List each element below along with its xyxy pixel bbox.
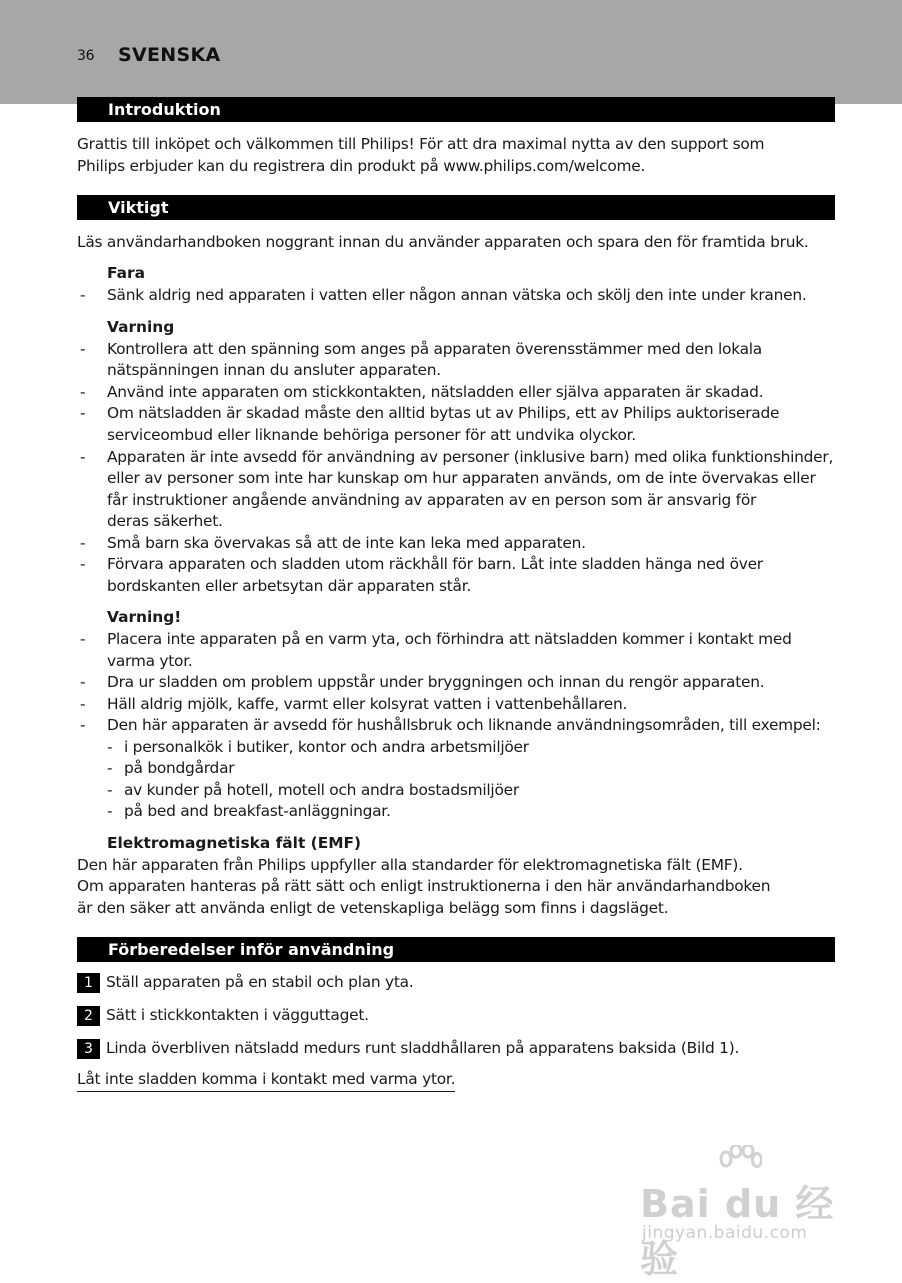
dash: - (107, 781, 113, 799)
warning-line: Kontrollera att den spänning som anges på apparaten överensstämmer med den lokala (107, 340, 762, 358)
intro-line: Philips erbjuder kan du registrera din produkt på www.philips.com/welcome. (77, 157, 646, 175)
caution-line: Den här apparaten är avsedd för hushållsbruk och liknande användningsområden, till exempel: (107, 716, 821, 734)
dash: - (80, 534, 86, 552)
step-number-badge: 1 (77, 973, 100, 993)
caution-line: Dra ur sladden om problem uppstår under bryggningen och innan du rengör apparaten. (107, 673, 765, 691)
dash: - (80, 448, 86, 466)
watermark-url: jingyan.baidu.com (642, 1223, 808, 1243)
dash: - (80, 340, 86, 358)
warning-line: får instruktioner angående användning av apparaten av en person som är ansvarig för (107, 491, 757, 509)
watermark (640, 1145, 860, 1281)
dash: - (80, 695, 86, 713)
page-number: 36 (77, 48, 95, 64)
warning-line: Om nätsladden är skadad måste den alltid bytas ut av Philips, ett av Philips auktoriserade (107, 404, 780, 422)
caution-subitem: i personalkök i butiker, kontor och andra arbetsmiljöer (124, 738, 529, 756)
caution-subitem: av kunder på hotell, motell och andra bostadsmiljöer (124, 781, 519, 799)
danger-heading: Fara (107, 264, 145, 282)
dash: - (80, 716, 86, 734)
cord-warning-note: Låt inte sladden komma i kontakt med varma ytor. (77, 1069, 455, 1092)
dash: - (107, 802, 113, 820)
dash: - (80, 383, 86, 401)
step-number-badge: 2 (77, 1006, 100, 1026)
watermark-logo-text: Bai du 经验 (640, 1182, 835, 1281)
warning-line: Små barn ska övervakas så att de inte kan leka med apparaten. (107, 534, 586, 552)
dash: - (80, 404, 86, 422)
danger-item: Sänk aldrig ned apparaten i vatten eller någon annan vätska och skölj den inte under kranen. (107, 286, 807, 304)
caution-heading: Varning! (107, 608, 182, 626)
warning-line: deras säkerhet. (107, 512, 223, 530)
important-lead: Läs användarhandboken noggrant innan du använder apparaten och spara den för framtida bruk. (77, 233, 809, 251)
emf-line: är den säker att använda enligt de vetenskapliga belägg som finns i dagsläget. (77, 899, 669, 917)
step-text: Linda överbliven nätsladd medurs runt sladdhållaren på apparatens baksida (Bild 1). (106, 1039, 740, 1057)
dash: - (80, 630, 86, 648)
warning-heading: Varning (107, 318, 175, 336)
section-bar-important (77, 195, 835, 220)
caution-line: Placera inte apparaten på en varm yta, och förhindra att nätsladden kommer i kontakt med (107, 630, 792, 648)
section-title-intro: Introduktion (108, 100, 221, 119)
dash: - (80, 555, 86, 573)
language-title: SVENSKA (118, 44, 221, 66)
emf-heading: Elektromagnetiska fält (EMF) (107, 834, 362, 852)
caution-subitem: på bondgårdar (124, 759, 235, 777)
caution-line: Häll aldrig mjölk, kaffe, varmt eller kolsyrat vatten i vattenbehållaren. (107, 695, 628, 713)
warning-line: bordskanten eller arbetsytan där apparaten står. (107, 577, 472, 595)
caution-line: varma ytor. (107, 652, 193, 670)
section-bar-intro (77, 97, 835, 122)
section-title-important: Viktigt (108, 198, 169, 217)
dash: - (107, 738, 113, 756)
warning-line: eller av personer som inte har kunskap om hur apparaten används, om de inte övervakas eller (107, 469, 816, 487)
step-number-badge: 3 (77, 1039, 100, 1059)
section-bar-preparation (77, 937, 835, 962)
warning-line: Förvara apparaten och sladden utom räckhåll för barn. Låt inte sladden hänga ned över (107, 555, 763, 573)
dash: - (80, 286, 86, 304)
warning-line: serviceombud eller liknande behöriga personer för att undvika olyckor. (107, 426, 636, 444)
dash: - (107, 759, 113, 777)
warning-line: Apparaten är inte avsedd för användning av personer (inklusive barn) med olika funktionshinder, (107, 448, 834, 466)
emf-line: Om apparaten hanteras på rätt sätt och enligt instruktionerna i den här användarhandboken (77, 877, 771, 895)
step-text: Ställ apparaten på en stabil och plan yta. (106, 973, 414, 991)
intro-line: Grattis till inköpet och välkommen till Philips! För att dra maximal nytta av den support som (77, 135, 765, 153)
section-title-preparation: Förberedelser inför användning (108, 940, 395, 959)
warning-line: Använd inte apparaten om stickkontakten, nätsladden eller själva apparaten är skadad. (107, 383, 764, 401)
dash: - (80, 673, 86, 691)
warning-line: nätspänningen innan du ansluter apparaten. (107, 361, 441, 379)
caution-subitem: på bed and breakfast-anläggningar. (124, 802, 391, 820)
step-text: Sätt i stickkontakten i vägguttaget. (106, 1006, 369, 1024)
emf-line: Den här apparaten från Philips uppfyller alla standarder för elektromagnetiska fält (EMF). (77, 856, 743, 874)
